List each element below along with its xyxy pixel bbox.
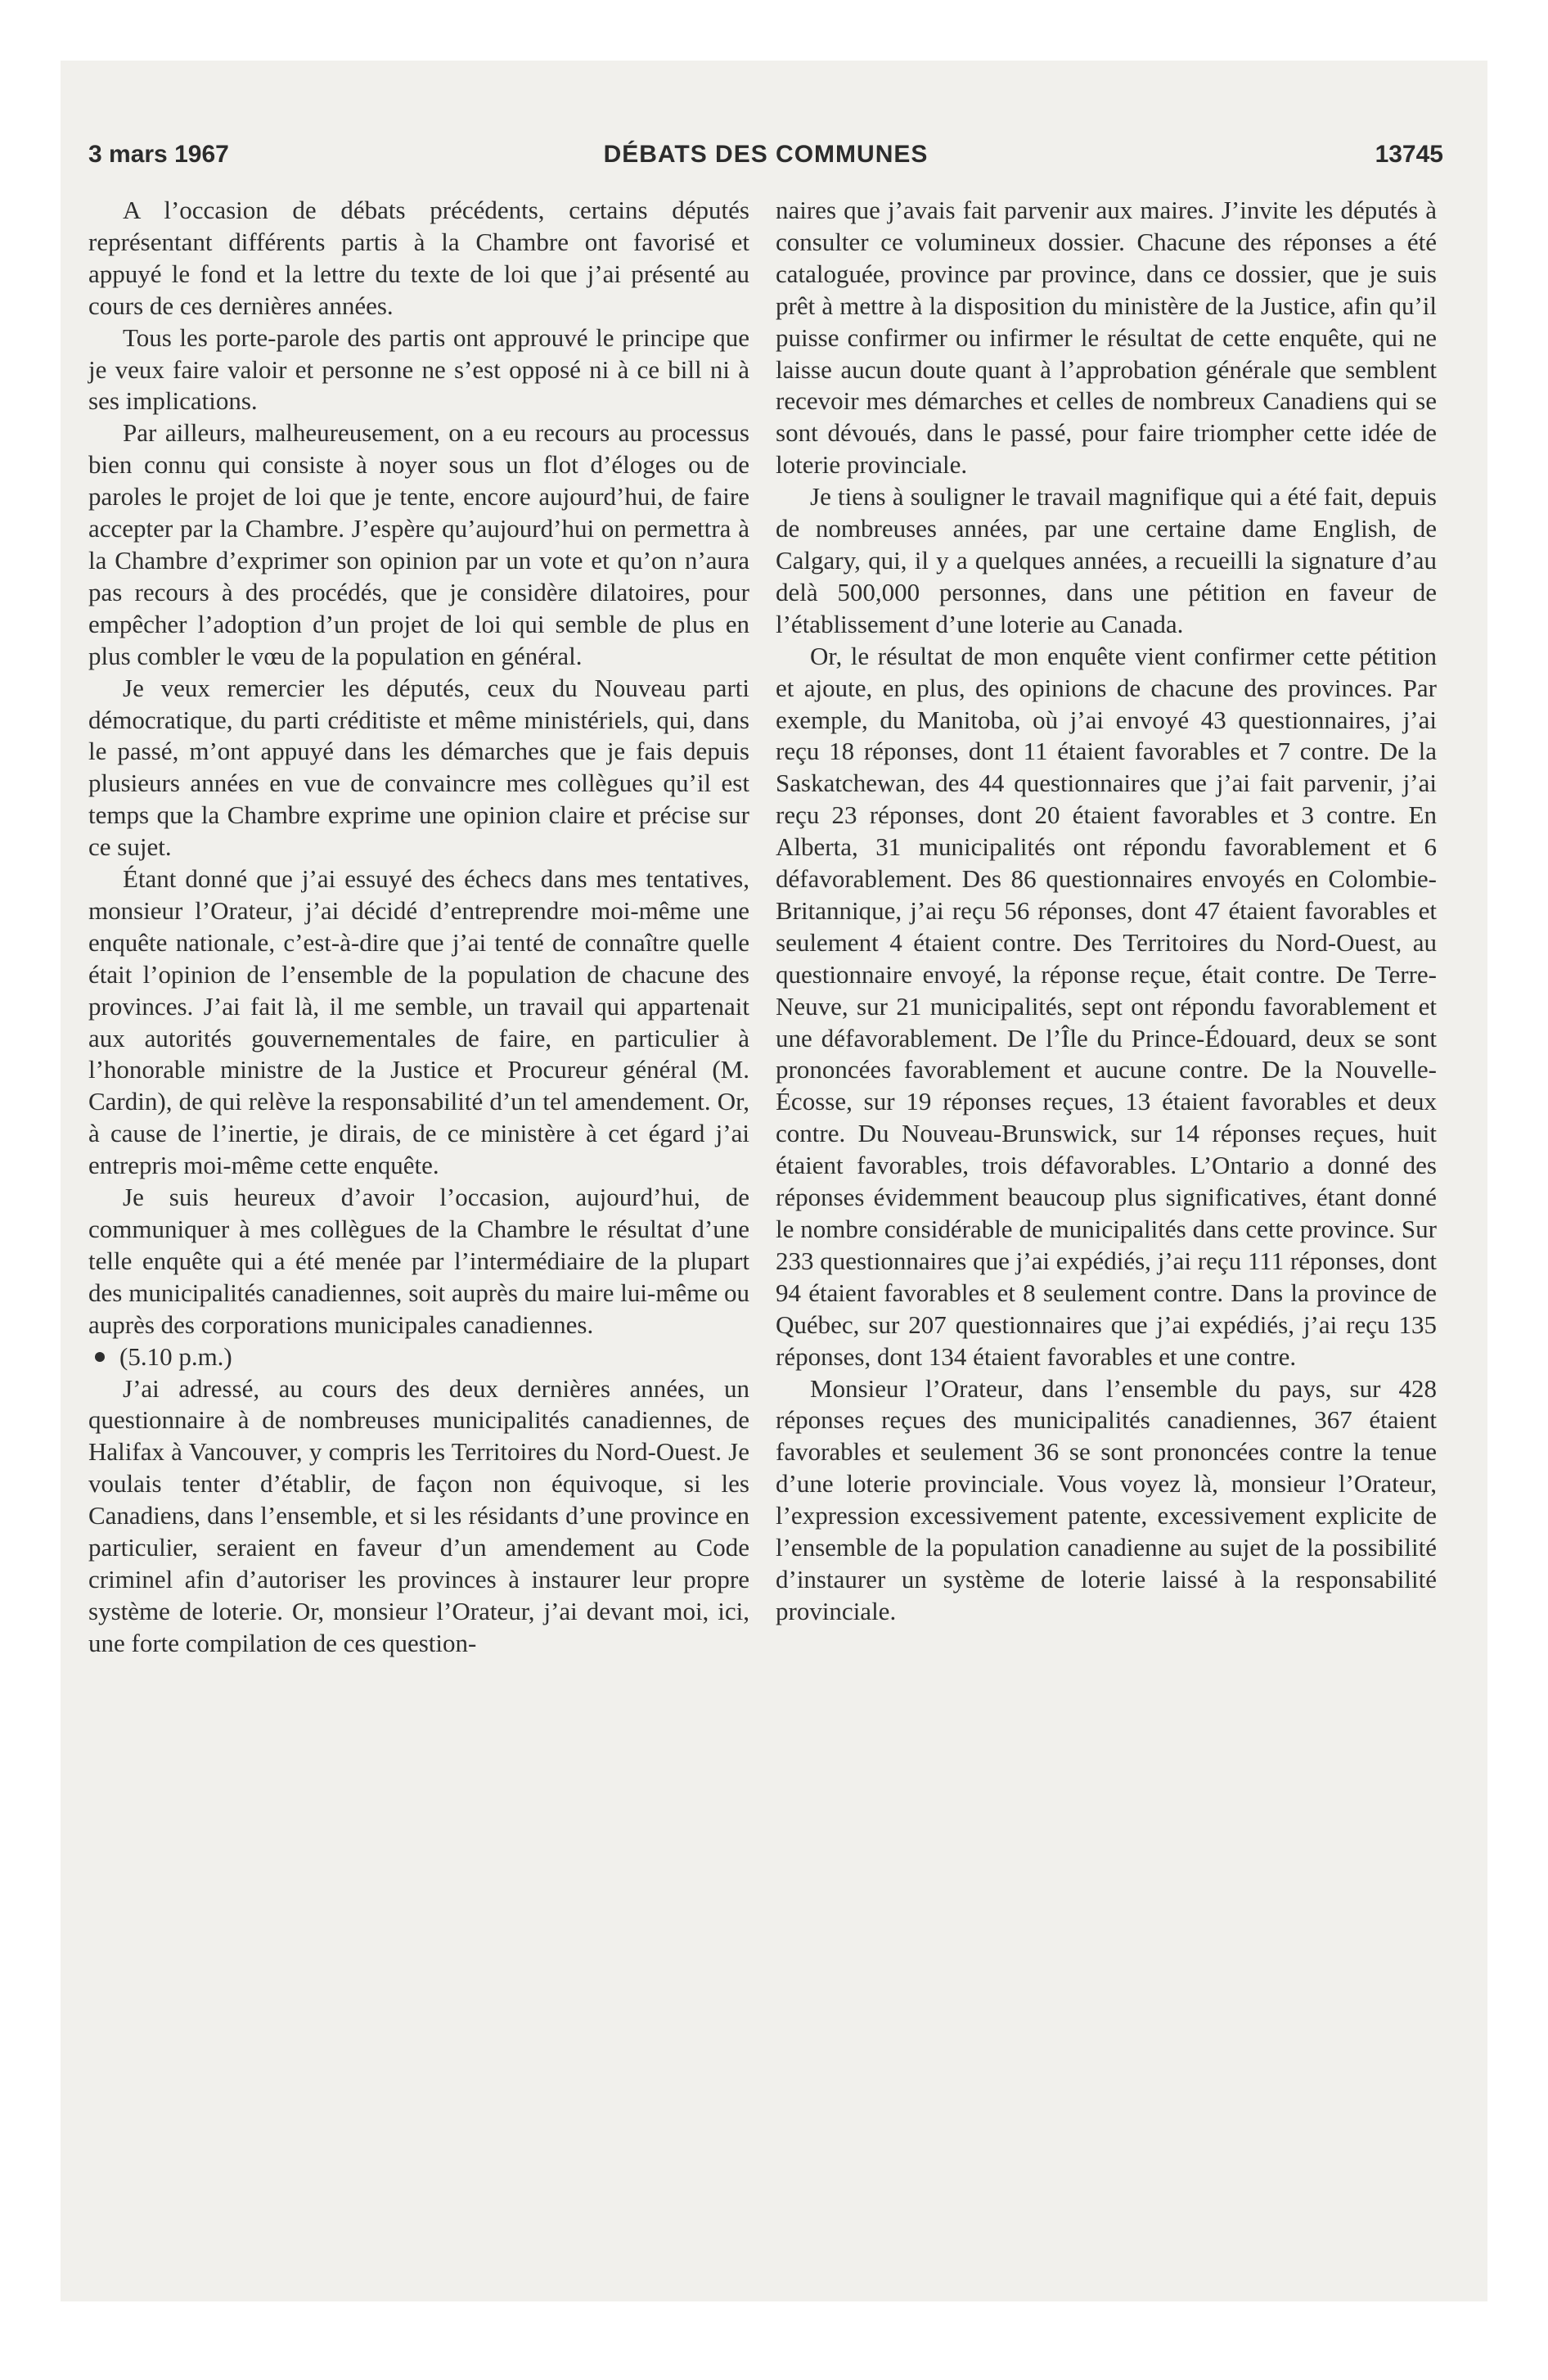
right-paragraph-2: Je tiens à souligner le travail magnifique qui a été fait, depuis de nombreuses années, par une certaine dame English, de Calgary, qui, il y a quelques années, a recueilli la signature d’au delà 500,000 personnes, dans une pétition en faveur de l’établissement d’une loterie au Canada. <box>776 482 1437 638</box>
left-paragraph-2: Tous les porte-parole des partis ont approuvé le principe que je veux faire valoir et personne ne s’est opposé ni à ce bill ni à ses implications. <box>88 322 749 416</box>
running-header <box>88 141 1443 174</box>
right-column <box>776 195 1437 1628</box>
left-paragraph-6: Je suis heureux d’avoir l’occasion, aujourd’hui, de communiquer à mes collègues de la Chambre le résultat d’une telle enquête qui a été menée par l’intermédiaire de la plupart des municipalités canadiennes, soit auprès du maire lui-même ou auprès des corporations municipales canadiennes. <box>88 1183 749 1339</box>
left-paragraph-5: Étant donné que j’ai essuyé des échecs dans mes tentatives, monsieur l’Orateur, j’ai décidé d’entreprendre moi-même une enquête nationale, c’est-à-dire que j’ai tenté de connaître quelle était l’opinion de l’ensemble de la population de chacune des provinces. J’ai fait là, il me semble, un travail qui appartenait aux autorités gouvernementales de faire, en particulier à l’honorable ministre de la Justice et Procureur général (M. Cardin), de qui relève la responsabilité d’un tel amendement. Or, à cause de l’inertie, je dirais, de ce ministère à cet égard j’ai entrepris moi-même cette enquête. <box>88 864 749 1180</box>
right-paragraph-4: Monsieur l’Orateur, dans l’ensemble du pays, sur 428 réponses reçues des municipalités canadiennes, 367 étaient favorables et seulement 36 se sont prononcées contre la tenue d’une loterie provinciale. Vous voyez là, monsieur l’Orateur, l’expression excessivement patente, excessivement explicite de l’ensemble de la population canadienne au sujet de la possibilité d’instaurer un système de loterie laissé à la responsabilité provinciale. <box>776 1373 1437 1625</box>
header-title: DÉBATS DES COMMUNES <box>603 141 929 168</box>
time-stamp-text: (5.10 p.m.) <box>119 1341 232 1371</box>
header-date: 3 mars 1967 <box>88 141 229 168</box>
left-paragraph-1: A l’occasion de débats précédents, certains députés représentant différents partis à la Chambre ont favorisé et appuyé le fond et la lettre du texte de loi que j’ai présenté au cours de ces dernières années. <box>88 196 749 320</box>
left-column <box>88 195 749 1660</box>
left-paragraph-7: J’ai adressé, au cours des deux dernières années, un questionnaire à de nombreuses municipalités canadiennes, de Halifax à Vancouver, y compris les Territoires du Nord-Ouest. Je voulais tenter d’établir, de façon non équivoque, si les Canadiens, dans l’ensemble, et si les résidants d’une province en particulier, seraient en faveur d’un amendement au Code criminel afin d’autoriser les provinces à instaurer leur propre système de loterie. Or, monsieur l’Orateur, j’ai devant moi, ici, une forte compilation de ces question- <box>88 1373 749 1657</box>
right-paragraph-1: naires que j’avais fait parvenir aux maires. J’invite les députés à consulter ce volumineux dossier. Chacune des réponses a été cataloguée, province par province, dans ce dossier, que je suis prêt à mettre à la disposition du ministère de la Justice, afin qu’il puisse confirmer ou infirmer le résultat de cette enquête, qui ne laisse aucun doute quant à l’approbation générale que semblent recevoir mes démarches et celles de nombreux Canadiens qui se sont dévoués, dans le passé, pour faire triompher cette idée de loterie provinciale. <box>776 196 1437 480</box>
bullet-icon <box>95 1352 105 1362</box>
left-paragraph-3: Par ailleurs, malheureusement, on a eu recours au processus bien connu qui consiste à noyer sous un flot d’éloges ou de paroles le projet de loi que je tente, encore aujourd’hui, de faire accepter par la Chambre. J’espère qu’aujourd’hui on permettra à la Chambre d’exprimer son opinion par un vote et qu’on n’aura pas recours à des procédés, que je considère dilatoires, pour empêcher l’adoption d’un projet de loi qui semble de plus en plus combler le vœu de la population en général. <box>88 418 749 670</box>
left-paragraph-4: Je veux remercier les députés, ceux du Nouveau parti démocratique, du parti créditiste et même ministériels, qui, dans le passé, m’ont appuyé dans les démarches que je fais depuis plusieurs années en vue de convaincre mes collègues qu’il est temps que la Chambre exprime une opinion claire et précise sur ce sujet. <box>88 673 749 862</box>
header-page-number: 13745 <box>1375 141 1443 168</box>
time-stamp <box>88 1341 749 1373</box>
right-paragraph-3: Or, le résultat de mon enquête vient confirmer cette pétition et ajoute, en plus, des opinions de chacune des provinces. Par exemple, du Manitoba, où j’ai envoyé 43 questionnaires, j’ai reçu 18 réponses, dont 11 étaient favorables et 7 contre. De la Saskatchewan, des 44 questionnaires que j’ai fait parvenir, j’ai reçu 23 réponses, dont 20 étaient favorables et 3 contre. En Alberta, 31 municipalités ont répondu favorablement et 6 défavorablement. Des 86 questionnaires envoyés en Colombie-Britannique, j’ai reçu 56 réponses, dont 47 étaient favorables et seulement 4 étaient contre. Des Territoires du Nord-Ouest, au questionnaire envoyé, la réponse reçue, était contre. De Terre-Neuve, sur 21 municipalités, sept ont répondu favorablement et une défavorablement. De l’Île du Prince-Édouard, deux se sont prononcées favorablement et aucune contre. De la Nouvelle-Écosse, sur 19 réponses reçues, 13 étaient favorables et deux contre. Du Nouveau-Brunswick, sur 14 réponses reçues, huit étaient favorables, trois défavorables. L’Ontario a donné des réponses évidemment beaucoup plus significatives, étant donné le nombre considérable de municipalités dans cette province. Sur 233 questionnaires que j’ai expédiés, j’ai reçu 111 réponses, dont 94 étaient favorables et 8 seulement contre. Dans la province de Québec, sur 207 questionnaires que j’ai expédiés, j’ai reçu 135 réponses, dont 134 étaient favorables et une contre. <box>776 641 1437 1371</box>
